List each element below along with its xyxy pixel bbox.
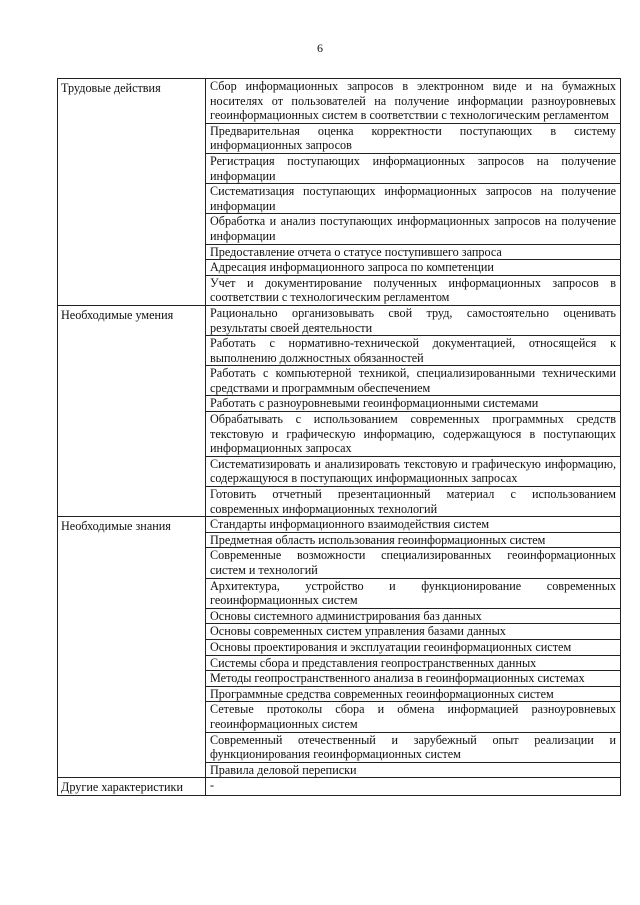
- list-item: Систематизировать и анализировать текстовую и графическую информацию, содержащуюся в поступающих информационных запросах: [206, 456, 620, 486]
- list-item: Современный отечественный и зарубежный опыт реализации и функционирования геоинформационных систем: [206, 732, 620, 762]
- section-row-required-knowledge: [58, 517, 621, 778]
- list-item: Сетевые протоколы сбора и обмена информацией разноуровневых геоинформационных систем: [206, 701, 620, 731]
- list-item: Системы сбора и представления геопространственных данных: [206, 655, 620, 671]
- list-item: Предварительная оценка корректности поступающих в систему информационных запросов: [206, 123, 620, 153]
- section-label: Необходимые умения: [58, 305, 206, 516]
- list-item: Современные возможности специализированных геоинформационных систем и технологий: [206, 547, 620, 577]
- section-value: -: [206, 778, 621, 796]
- section-label: Трудовые действия: [58, 79, 206, 306]
- list-item: Готовить отчетный презентационный материал с использованием современных информационных технологий: [206, 486, 620, 516]
- list-item: Обработка и анализ поступающих информационных запросов на получение информации: [206, 213, 620, 243]
- list-item: Правила деловой переписки: [206, 762, 620, 778]
- list-item: Основы современных систем управления базами данных: [206, 623, 620, 639]
- requirements-table: [57, 78, 621, 796]
- list-item: Работать с нормативно-технической документацией, относящейся к выполнению должностных обязанностей: [206, 335, 620, 365]
- list-item: Обрабатывать с использованием современных программных средств текстовую и графическую информацию, содержащуюся в поступающих информационных запросах: [206, 411, 620, 456]
- section-items: [206, 305, 621, 516]
- section-row-labor-actions: [58, 79, 621, 306]
- page-number: 6: [317, 41, 323, 55]
- list-item: Работать с разноуровневыми геоинформационными системами: [206, 395, 620, 411]
- section-items: [206, 517, 621, 778]
- section-row-other-characteristics: [58, 778, 621, 796]
- list-item: Сбор информационных запросов в электронном виде и на бумажных носителях от пользователей на получение информации разноуровневых геоинформационных систем в соответствии с технологическим регламентом: [210, 79, 616, 123]
- list-item: Стандарты информационного взаимодействия систем: [210, 517, 490, 532]
- list-item: Адресация информационного запроса по компетенции: [206, 259, 620, 275]
- list-item: Методы геопространственного анализа в геоинформационных системах: [206, 670, 620, 686]
- section-items: [206, 79, 621, 306]
- list-item: Основы системного администрирования баз данных: [206, 608, 620, 624]
- list-item: Работать с компьютерной техникой, специализированными техническими средствами и программным обеспечением: [206, 365, 620, 395]
- list-item: Систематизация поступающих информационных запросов на получение информации: [206, 183, 620, 213]
- list-item: Учет и документирование полученных информационных запросов в соответствии с технологическим регламентом: [206, 275, 620, 305]
- list-item: Архитектура, устройство и функционирование современных геоинформационных систем: [206, 578, 620, 608]
- list-item: Регистрация поступающих информационных запросов на получение информации: [206, 153, 620, 183]
- list-item: Предметная область использования геоинформационных систем: [206, 532, 620, 548]
- section-label: Необходимые знания: [58, 517, 206, 778]
- section-row-required-skills: [58, 305, 621, 516]
- list-item: Предоставление отчета о статусе поступившего запроса: [206, 244, 620, 260]
- section-label: Другие характеристики: [58, 778, 206, 796]
- list-item: Программные средства современных геоинформационных систем: [206, 686, 620, 702]
- list-item: Основы проектирования и эксплуатации геоинформационных систем: [206, 639, 620, 655]
- list-item: Рационально организовывать свой труд, самостоятельно оценивать результаты своей деятельности: [210, 305, 616, 335]
